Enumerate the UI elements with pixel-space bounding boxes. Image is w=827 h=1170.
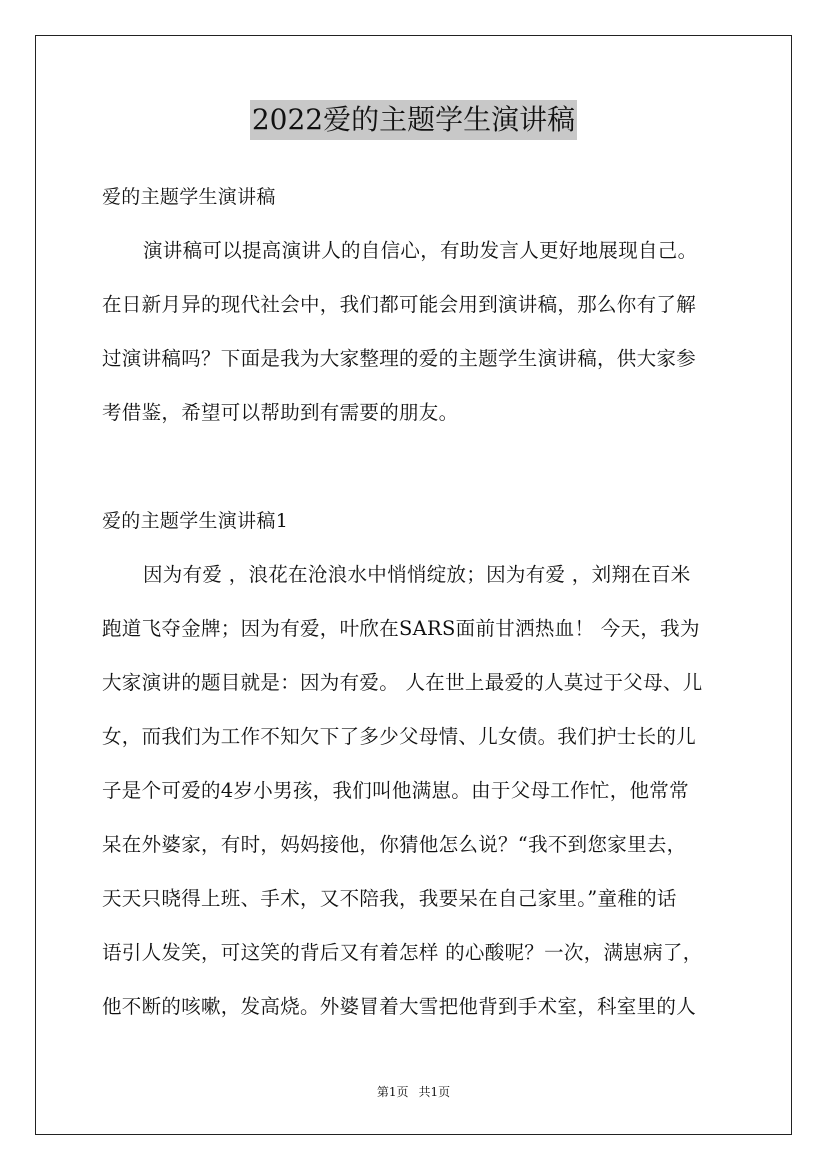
page-number-total: 共1页 bbox=[418, 1085, 451, 1099]
document-title: 2022爱的主题学生演讲稿 bbox=[250, 100, 577, 140]
text-line: 大家演讲的题目就是：因为有爱。 人在世上最爱的人莫过于父母、儿 bbox=[102, 671, 703, 694]
text-line: 呆在外婆家，有时，妈妈接他，你猜他怎么说？“我不到您家里去， bbox=[102, 833, 687, 856]
title-container bbox=[0, 100, 827, 140]
text-line: 演讲稿可以提高演讲人的自信心，有助发言人更好地展现自己。 bbox=[143, 239, 698, 262]
page-footer bbox=[0, 1084, 827, 1100]
text-line: 女，而我们为工作不知欠下了多少父母情、儿女债。我们护士长的儿 bbox=[102, 725, 697, 748]
text-line: 因为有爱 ，浪花在沧浪水中悄悄绽放；因为有爱 ，刘翔在百米 bbox=[143, 563, 691, 586]
text-line: 在日新月异的现代社会中，我们都可能会用到演讲稿，那么你有了解 bbox=[102, 293, 697, 316]
page-number-current: 第1页 bbox=[376, 1085, 409, 1099]
section-heading: 爱的主题学生演讲稿 bbox=[102, 186, 276, 208]
document-body bbox=[102, 170, 742, 1034]
text-line: 他不断的咳嗽，发高烧。外婆冒着大雪把他背到手术室，科室里的人 bbox=[102, 995, 697, 1018]
blank-line bbox=[102, 440, 742, 494]
text-line: 子是个可爱的4岁小男孩，我们叫他满崽。由于父母工作忙，他常常 bbox=[102, 779, 689, 802]
text-line: 语引人发笑，可这笑的背后又有着怎样 的心酸呢？一次，满崽病了， bbox=[102, 941, 703, 964]
section-heading: 爱的主题学生演讲稿1 bbox=[102, 510, 289, 532]
text-line: 天天只晓得上班、手术，又不陪我，我要呆在自己家里。”童稚的话 bbox=[102, 887, 677, 910]
text-line: 过演讲稿吗？下面是我为大家整理的爱的主题学生演讲稿，供大家参 bbox=[102, 347, 697, 370]
text-line: 考借鉴，希望可以帮助到有需要的朋友。 bbox=[102, 401, 459, 424]
text-line: 跑道飞夺金牌；因为有爱，叶欣在SARS面前甘洒热血！ 今天，我为 bbox=[102, 617, 700, 640]
